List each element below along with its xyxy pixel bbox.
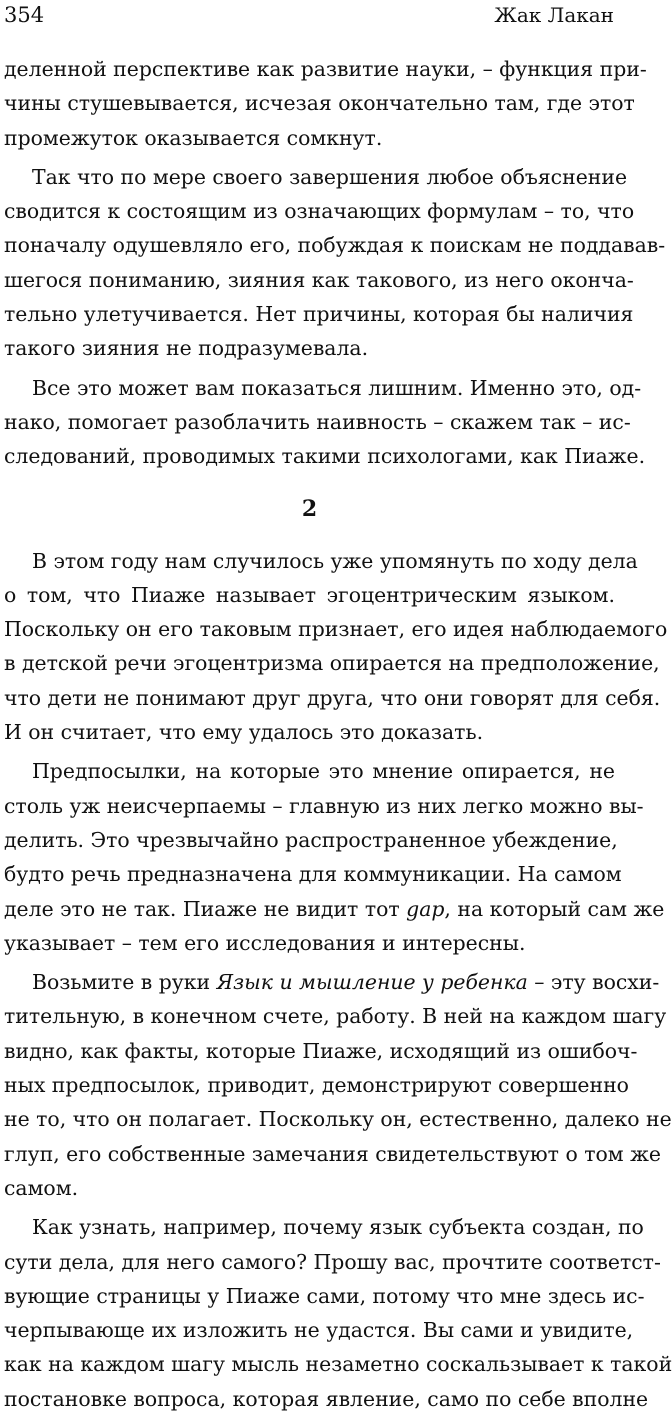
text-line: тельно улетучивается. Нет причины, которая бы наличия	[4, 302, 634, 327]
text-line: следований, проводимых такими психологами, как Пиаже.	[4, 444, 646, 469]
text-line: о том, что Пиаже называет эгоцентрическим языком.	[4, 582, 615, 607]
paragraph	[4, 965, 672, 1205]
text-line: сводится к состоящим из означающих формулам – то, что	[4, 199, 635, 224]
text-line: Так что по мере своего завершения любое объяснение	[32, 164, 628, 189]
text-line: не то, что он полагает. Поскольку он, естественно, далеко не	[4, 1107, 672, 1132]
text-line: Как узнать, например, почему язык субъекта создан, по	[32, 1215, 644, 1240]
paragraph	[4, 52, 647, 155]
paragraph	[4, 754, 665, 960]
page-number: 354	[4, 3, 45, 27]
text-line: В этом году нам случилось уже упомянуть по ходу дела	[32, 548, 638, 573]
text-line: столь уж неисчерпаемы – главную из них легко можно вы-	[4, 793, 644, 818]
running-head: Жак Лакан	[494, 3, 614, 27]
text-line: тительную, в конечном счете, работу. В ней на каждом шагу	[4, 1004, 667, 1029]
page-header	[0, 0, 620, 32]
section-number: 2	[301, 495, 318, 522]
text-line: будто речь предназначена для коммуникации. На самом	[4, 862, 622, 887]
text-line: И он считает, что ему удалось это доказать.	[4, 720, 484, 745]
text-line: сути дела, для него самого? Прошу вас, прочтите соответст-	[4, 1249, 661, 1274]
body-text	[4, 52, 672, 1416]
text-line: чины стушевывается, исчезая окончательно там, где этот	[4, 91, 635, 116]
text-line: деленной перспективе как развитие науки, – функция при-	[4, 57, 647, 81]
text-line: ных предпосылок, приводит, демонстрируют совершенно	[4, 1073, 629, 1098]
text-line: нако, помогает разоблачить наивность – скажем так – ис-	[4, 409, 631, 434]
text-line: видно, как факты, которые Пиаже, исходящий из ошибоч-	[4, 1038, 638, 1063]
text-line: самом.	[4, 1175, 79, 1200]
paragraph	[4, 371, 646, 474]
text-line: Возьмите в руки Язык и мышление у ребенка – эту восхи-	[32, 970, 660, 995]
text-line: деле это не так. Пиаже не видит тот gap, на который сам же	[4, 896, 665, 921]
text-line: промежуток оказывается сомкнут.	[4, 125, 383, 150]
text-line: поначалу одушевляло его, побуждая к поискам не поддавав-	[4, 233, 666, 258]
text-line: постановке вопроса, которая явление, само по себе вполне	[4, 1386, 649, 1411]
paragraph	[4, 1210, 672, 1416]
text-line: Все это может вам показаться лишним. Именно это, од-	[32, 375, 642, 400]
text-line: делить. Это чрезвычайно распространенное убеждение,	[4, 827, 618, 852]
text-line: что дети не понимают друг друга, что они говорят для себя.	[4, 685, 661, 710]
text-line: шегося пониманию, зияния как такового, из него оконча-	[4, 267, 634, 292]
text-line: как на каждом шагу мысль незаметно соскальзывает к такой	[4, 1352, 672, 1377]
text-line: указывает – тем его исследования и интересны.	[4, 930, 526, 955]
text-line: вующие страницы у Пиаже сами, потому что мне здесь ис-	[4, 1283, 645, 1308]
paragraph	[4, 544, 668, 750]
text-line: глуп, его собственные замечания свидетельствуют о том же	[4, 1141, 661, 1166]
text-line: Предпосылки, на которые это мнение опирается, не	[32, 759, 615, 784]
text-line: черпывающе их изложить не удастся. Вы сами и увидите,	[4, 1318, 634, 1343]
paragraph	[4, 160, 666, 366]
text-line: в детской речи эгоцентризма опирается на предположение,	[4, 651, 660, 676]
text-line: Поскольку он его таковым признает, его идея наблюдаемого	[4, 617, 668, 642]
text-line: такого зияния не подразумевала.	[4, 336, 369, 361]
